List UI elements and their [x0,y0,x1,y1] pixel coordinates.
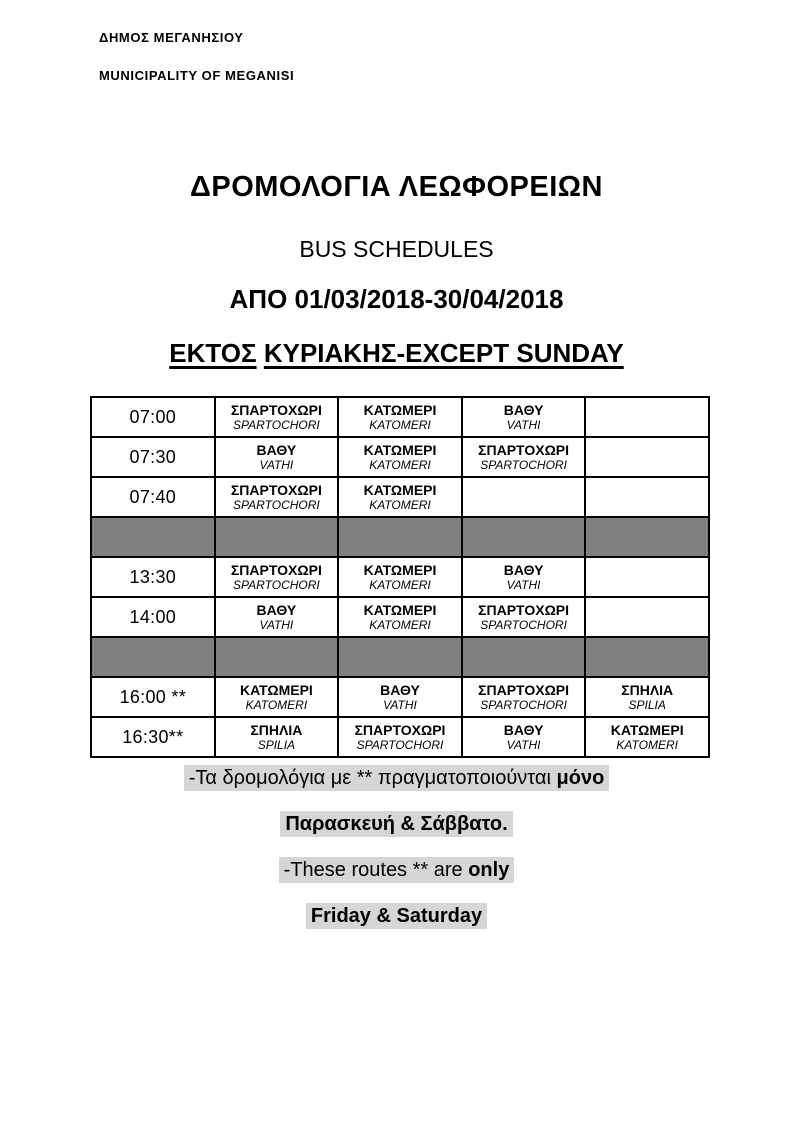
stop-name-english: SPARTOCHORI [356,738,444,752]
municipality-name-greek: ΔΗΜΟΣ ΜΕΓΑΝΗΣΙΟΥ [99,30,244,45]
stop-name-greek: ΒΑΘΥ [503,562,544,578]
table-row [91,437,709,477]
empty-cell [585,437,709,477]
stop-cell [215,477,339,517]
stop-name-greek: ΚΑΤΩΜΕΡΙ [363,402,437,418]
note-text: -These routes ** are [283,859,469,881]
time-cell: 07:30 [91,437,215,477]
table-row [91,477,709,517]
separator-cell [462,517,586,557]
stop-name-greek: ΚΑΤΩΜΕΡΙ [239,682,313,698]
stop-name-english: VATHI [506,738,541,752]
table-row [91,557,709,597]
note-text-bold: μόνο [556,767,605,789]
stop-name-greek: ΣΠΗΛΙΑ [250,722,303,738]
stop-cell [338,717,462,757]
note-text-bold: only [468,859,510,881]
note-text: -Τα δρομολόγια με ** πραγματοποιούνται [188,767,557,789]
stop-cell [462,557,586,597]
stop-name-greek: ΚΑΤΩΜΕΡΙ [363,602,437,618]
highlighted-text [184,765,610,791]
highlighted-text [279,857,515,883]
stop-name-english: VATHI [259,618,294,632]
stop-cell [215,717,339,757]
separator-cell [585,637,709,677]
stop-name-greek: ΣΠΑΡΤΟΧΩΡΙ [230,402,322,418]
stop-name-english: KATOMERI [369,458,431,472]
empty-cell [585,397,709,437]
stop-cell [462,677,586,717]
stop-name-english: KATOMERI [245,698,308,712]
stop-name-english: KATOMERI [369,498,431,512]
stop-cell [338,597,462,637]
stop-cell [215,597,339,637]
table-row [91,397,709,437]
time-cell: 07:00 [91,397,215,437]
empty-cell [462,477,586,517]
stop-name-english: KATOMERI [369,578,431,592]
highlighted-text: Παρασκευή & Σάββατο. [280,811,512,837]
stop-cell [338,677,462,717]
page-title-english: BUS SCHEDULES [299,236,494,262]
date-range: ΑΠΟ 01/03/2018-30/04/2018 [229,284,564,314]
stop-name-english: SPARTOCHORI [480,698,567,712]
separator-cell [338,637,462,677]
stop-name-english: SPILIA [257,738,296,752]
stop-name-greek: ΣΠΑΡΤΟΧΩΡΙ [230,482,322,498]
table-row [91,717,709,757]
stop-name-greek: ΒΑΘΥ [380,682,420,698]
stop-name-greek: ΒΑΘΥ [256,602,297,618]
separator-cell [215,637,339,677]
stop-name-greek: ΚΑΤΩΜΕΡΙ [610,722,684,738]
stop-name-english: VATHI [506,578,541,592]
stop-name-greek: ΚΑΤΩΜΕΡΙ [363,482,437,498]
stop-cell [462,597,586,637]
stop-name-greek: ΒΑΘΥ [503,402,544,418]
stop-name-english: VATHI [506,418,541,432]
empty-cell [585,477,709,517]
except-sunday-line [0,338,793,369]
stop-cell [215,437,339,477]
stop-name-greek: ΣΠΑΡΤΟΧΩΡΙ [230,562,322,578]
page-title-greek: ΔΡΟΜΟΛΟΓΙΑ ΛΕΩΦΟΡΕΙΩΝ [190,171,603,203]
note-english-line1 [0,857,793,884]
stop-cell [215,397,339,437]
separator-cell [462,637,586,677]
stop-name-english: KATOMERI [369,418,431,432]
stop-name-english: SPARTOCHORI [233,578,320,592]
stop-cell [338,397,462,437]
organisation-header [99,0,793,83]
footnotes [0,765,793,930]
stop-name-greek: ΒΑΘΥ [503,722,544,738]
time-cell: 14:00 [91,597,215,637]
stop-name-english: SPARTOCHORI [480,618,567,632]
municipality-name-english: MUNICIPALITY OF MEGANISI [99,68,295,83]
stop-name-greek: ΚΑΤΩΜΕΡΙ [363,442,437,458]
table-row [91,677,709,717]
bus-schedule-table [90,396,710,758]
time-cell: 13:30 [91,557,215,597]
empty-cell [585,557,709,597]
stop-name-english: SPARTOCHORI [480,458,567,472]
stop-name-greek: ΣΠΑΡΤΟΧΩΡΙ [478,442,570,458]
table-row [91,597,709,637]
empty-cell [585,597,709,637]
time-cell: 16:30** [91,717,215,757]
stop-name-english: SPILIA [628,698,666,712]
stop-cell [462,397,586,437]
separator-cell [91,637,215,677]
stop-name-english: VATHI [259,458,294,472]
note-english-line2 [0,903,793,930]
title-block [0,170,793,369]
stop-cell [585,717,709,757]
except-rest: ΚΥΡΙΑΚΗΣ-EXCEPT SUNDAY [263,338,624,368]
separator-cell [91,517,215,557]
separator-cell [338,517,462,557]
stop-name-english: KATOMERI [369,618,431,632]
stop-name-greek: ΣΠΑΡΤΟΧΩΡΙ [478,682,570,698]
stop-cell [215,677,339,717]
stop-cell [338,477,462,517]
stop-cell [585,677,709,717]
highlighted-text: Friday & Saturday [306,903,487,929]
stop-name-greek: ΣΠΑΡΤΟΧΩΡΙ [354,722,446,738]
separator-row [91,517,709,557]
time-cell: 07:40 [91,477,215,517]
separator-row [91,637,709,677]
separator-cell [215,517,339,557]
stop-name-greek: ΣΠΑΡΤΟΧΩΡΙ [478,602,570,618]
stop-name-greek: ΚΑΤΩΜΕΡΙ [363,562,437,578]
stop-name-greek: ΣΠΗΛΙΑ [621,682,674,698]
stop-cell [338,437,462,477]
separator-cell [585,517,709,557]
stop-name-english: SPARTOCHORI [233,498,320,512]
note-greek-line2 [0,811,793,838]
stop-cell [215,557,339,597]
stop-cell [462,717,586,757]
stop-name-english: KATOMERI [616,738,678,752]
note-greek-line1 [0,765,793,792]
time-cell: 16:00 ** [91,677,215,717]
stop-name-english: VATHI [383,698,417,712]
stop-name-english: SPARTOCHORI [233,418,320,432]
stop-cell [462,437,586,477]
stop-name-greek: ΒΑΘΥ [256,442,297,458]
except-word-greek: ΕΚΤΟΣ [169,338,257,368]
stop-cell [338,557,462,597]
